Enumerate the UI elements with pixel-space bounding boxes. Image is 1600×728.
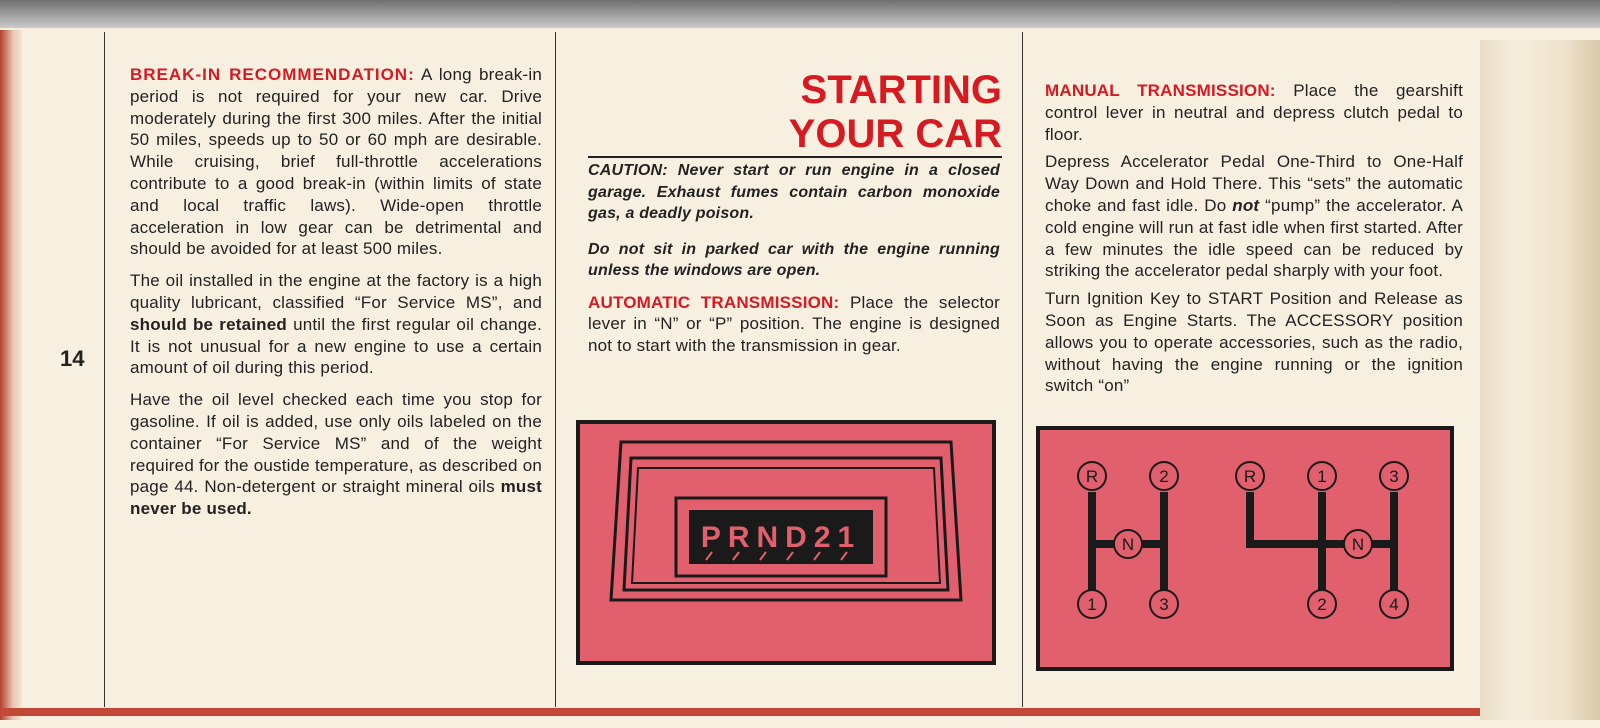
- title-line-1: STARTING: [800, 68, 1002, 112]
- caution-text: CAUTION: Never start or run engine in a closed garage. Exhaust fumes contain carbon monoxide gas, a deadly poison.: [588, 162, 1000, 222]
- ignition-paragraph: Turn Ignition Key to START Position and Release as Soon as Engine Starts. The ACCESSORY position allows you to operate accessories, such as the radio, without having the engine running or the ignition switch “on”: [1045, 289, 1463, 396]
- book-binding: [0, 30, 22, 720]
- not-emphasis: not: [1232, 195, 1260, 215]
- oil-text-2: until the first regular oil change. It is not unusual for a new engine to use a certain amount of oil during this period.: [130, 314, 542, 378]
- column-divider: [104, 32, 105, 707]
- section-title: [700, 68, 1002, 156]
- column-divider: [555, 32, 556, 707]
- gear-r: R: [1085, 467, 1099, 486]
- page-number: 14: [60, 346, 85, 371]
- gear-4: 4: [1389, 595, 1399, 614]
- accelerator-paragraph: [1045, 151, 1463, 282]
- oil-level-bold: must never be used.: [130, 477, 542, 519]
- page-bottom-edge: [0, 708, 1480, 716]
- oil-level-text: Have the oil level checked each time you stop for gasoline. If oil is added, use only oils labeled on the container “For Service MS” and of the weight required for the oustide temperature, as described on page 44. Non-detergent or straight mineral oils: [130, 390, 542, 497]
- break-in-text: A long break-in period is not required for your new car. Drive moderately during the first 300 miles. After the initial 50 miles, speeds up to 50 or 60 mph are desirable. While cruising, brief full-throttle accelerations contribute to a good break-in (within limits of state and local traffic laws). Wide-open throttle acceleration in low gear can be detrimental and should be avoided for at least 500 miles.: [130, 65, 542, 259]
- gear-2: 2: [1317, 595, 1327, 614]
- gear-2: 2: [1159, 467, 1169, 486]
- column-starting: [588, 160, 1000, 367]
- oil-bold: should be retained: [130, 314, 288, 334]
- warning-text: Do not sit in parked car with the engine running unless the windows are open.: [588, 240, 1000, 279]
- next-page-edge: [1480, 40, 1600, 720]
- column-manual: [1045, 80, 1463, 407]
- title-underline: [588, 156, 1002, 158]
- manual-heading: MANUAL TRANSMISSION:: [1045, 81, 1276, 100]
- break-in-paragraph: [130, 64, 542, 260]
- oil-text: The oil installed in the engine at the factory is a high quality lubricant, classified “For Service MS”, and: [130, 271, 542, 312]
- manual-shift-patterns-diagram: [1036, 426, 1454, 671]
- gear-3: 3: [1389, 467, 1399, 486]
- oil-paragraph: [130, 270, 542, 379]
- gear-1: 1: [1317, 467, 1327, 486]
- automatic-heading: AUTOMATIC TRANSMISSION:: [588, 292, 840, 312]
- manual-paragraph: [1045, 80, 1463, 145]
- automatic-selector-diagram: [576, 420, 996, 665]
- automatic-paragraph: [588, 292, 1000, 357]
- manual-text: Place the gearshift control lever in neutral and depress clutch pedal to floor.: [1045, 81, 1463, 144]
- gear-1: 1: [1087, 595, 1097, 614]
- oil-level-paragraph: [130, 389, 542, 520]
- break-in-heading: BREAK-IN RECOMMENDATION:: [130, 65, 415, 84]
- column-divider: [1022, 32, 1023, 707]
- accelerator-text: Depress Accelerator Pedal One-Third to One-Half Way Down and Hold There. This “sets” the automatic choke and fast idle. Do: [1045, 152, 1463, 215]
- accelerator-text-2: “pump” the accelerator. A cold engine will run at fast idle when first started. After a few minutes the idle speed can be reduced by striking the accelerator pedal sharply with your foot.: [1045, 195, 1463, 281]
- gear-r: R: [1243, 467, 1257, 486]
- gear-n: N: [1351, 535, 1365, 554]
- gear-indicator-label: PRND21: [700, 521, 862, 554]
- gear-3: 3: [1159, 595, 1169, 614]
- automatic-text: Place the selector lever in “N” or “P” position. The engine is designed not to start with the transmission in gear.: [588, 292, 1000, 356]
- column-break-in: [130, 64, 542, 530]
- title-line-2: YOUR CAR: [788, 112, 1002, 156]
- gear-n: N: [1121, 535, 1135, 554]
